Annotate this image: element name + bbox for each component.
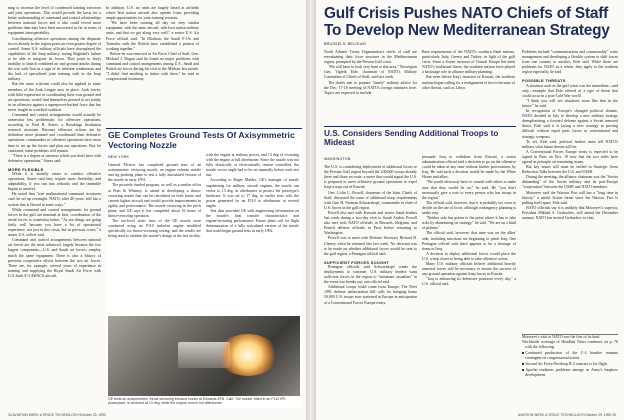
paragraph: "I think you will see situations more like that in the future," he said. — [522, 98, 618, 108]
paragraph: Before he was removed as Air Force Chief of Staff, Gen. Michael J. Dugan said he found no major problems with command and control arrangements among U.S., Saudi and British air forces during his visit to the Mideast last month. "I didn't find anything to tinker with there," he said in congressional testimony. — [106, 51, 199, 82]
paragraph: The sea-level static tests of the GE nozzle were conducted using an F110 turbofan engine modified specifically for thrust-vectoring testing, and the results are being used to validate the nozzle's design at the test facility. — [108, 219, 201, 239]
paragraph: Base requirements of the NATO's southern flank nations, particularly Italy, Greece and Turkey, in light of the gulf crisis. Since a Soviet invasion of Central Europe has been NATO's traditional threat, the southern nations have played a backstage role in alliance military planning. — [422, 50, 515, 75]
paragraph: Problems include "communications and commonality" crisis management and developing a flexible system to shift forces from one country to another, Eide said. While these are problems for NATO as a whole, they apply to the southern region especially, he said. — [522, 50, 618, 75]
ge-box-column-1 — [108, 153, 201, 313]
paragraph: In addition, U.S. air units are largely based at airfields where host nation aircraft also operate from, providing ample opportunities for joint training sessions. — [106, 6, 199, 21]
troops-article-column-2 — [422, 155, 516, 407]
subhead: SUFFICIENT FORCES SOUGHT — [324, 259, 390, 265]
paragraph: ning to increase the level of condensed training exercises and joint operations. This would provide the basis for a better understanding of command and control relationships between national forces and it also could reveal more problems than may have been uncovered so far in terms of equipment interoperability. — [8, 6, 101, 36]
dateline: WASHINGTON — [324, 157, 351, 161]
paragraph: NATO officials say it is unlikely that Moiseyev's superior, President Mikhail S. Gorbachev, will attend the December summit. NATO has invited Gorbachev to visit. — [522, 205, 618, 220]
paragraph: Coordinating offensive operations among the disparate forces already in the region poses an even greater degree of control. Some U.S. military officials have downplayed the capabilities of the Iraqi military, noting Baghdad's failure to be able to integrate its forces. They point to Iraq's inability to launch combined air and ground attacks during the war with Iran as a sign of its inherent weaknesses and the lack of specialized joint training with in the Iraqi military. — [8, 36, 101, 82]
troops-article-title: U.S. Considers Sending Additional Troops to Mideast — [324, 129, 499, 148]
paragraph: During the meeting, the alliance chairman was the "Soviet disbanding" of the Soviet military and its post-Europe "cooperation" between the USSR and NATO members. — [522, 175, 618, 190]
paragraph: A situation such as the gulf crisis was the immediate—and only—example that Eide offered of a type of threat that could occur in a post-Cold War world. — [522, 83, 618, 98]
ge-box-title: GE Completes Ground Tests Of Axisymmetric Vectoring Nozzle — [108, 130, 295, 150]
paragraph: Moiseyev's visit to NATO was the first of its kind. — [522, 335, 601, 339]
paragraph: The official said, however, that time was on the allies' side, including sanctions are beginning to pinch Iraq. One Pentagon official said there appears to be a shortage of items in Iraq. — [422, 231, 516, 251]
paragraph: "We will have to look very hard at that area," Norwegian Gen. Vigleik Eide, chairman of NATO's Military Committee of Chiefs of Staff, said last week. — [324, 65, 417, 80]
paragraph: "Iraq is enhancing its defensive positions every day," a U.S. official said. — [422, 277, 516, 287]
paragraph: Gen. Colin L. Powell, chairman of the Joint Chiefs of Staff, discussed the issue of additional troop requirements with Gen. H. Norman Schwarzkopf, commander in chief of U.S. forces in the gulf region. — [324, 190, 417, 210]
headline-news-box — [522, 334, 618, 406]
troops-article — [324, 126, 516, 406]
paragraph: To set, Eide said, political leaders must tell NATO's military what future threats will be. — [522, 139, 618, 149]
troops-article-column-1 — [324, 155, 417, 407]
headline-news-item — [522, 340, 618, 350]
subhead: POSSIBLE THREATS — [522, 78, 566, 84]
afterburner-flame — [218, 334, 278, 376]
headline-news-item — [522, 368, 618, 378]
paragraph: North Atlantic Treaty Organization's chiefs of staff are reevaluating their force structure in the Mediterranean region, prompted by the Persian Gulf crisis. — [324, 50, 417, 65]
paragraph: According to Roger Mulder, GE's manager of nozzle engineering for military aircraft engines, the nozzle can vector to 13 deg. in afterburner to protect the prototype's hardware. It was set to 17 deg. in earlier tests with the power generated by an F110 to afterburner at several angles. — [206, 178, 299, 208]
dateline: NEW YORK — [108, 155, 130, 159]
paragraph: The privately funded program, as well as a similar effort at Pratt & Whitney, is aimed at developing a thrust-vectoring nozzle that can be retrofitted on both future and current fighter aircraft and would provide improvements in agility and performance. The nozzle vectoring in the pitch plane, and GE says it has completed about 16 hours of thrust-vectoring operation. — [108, 183, 201, 219]
paragraph: Moiseyev said the Warsaw Pact still has a "long time in history," a useful Soviet threat since the Warsaw Pact is pulling itself apart, Eide said. — [522, 190, 618, 205]
paragraph: Powell also met with Kuwaiti and senior Saudi leaders last week during a two-day visit to Saudi Arabia. Powell also met with NATO officials in Brussels, Belgium, and French defense officials in Paris before returning to Washington. — [324, 210, 417, 236]
paragraph: The U.S. is considering deployment of additional forces to the Persian Gulf region beyond the 240,000 troops already there and those en route, a move that would signal the U.S. is prepared to meet offensive ground operations to expel Iraqi troops out of Kuwait. — [324, 165, 417, 190]
right-page — [316, 0, 624, 420]
paragraph: Additional troops could come from Europe. The Fleet 1991 defense authorization bill calls for bringing home 50,000 U.S. troops now stationed in Europe in anticipation of a Conventional Forces Europe treaty. — [324, 285, 417, 305]
paragraph: He noted that "true multinational command structures can't be set up overnight. NATO, after 40 years, still has a system that is flawed in some ways." — [8, 192, 101, 207]
paragraph: persuade Iraq to withdraw from Kuwait, a senior administration official said a decision to go on the offensive could be taken at any time without further provocations by Iraq. He said such a decision would be made by the White House and allies. — [422, 155, 516, 180]
left-column-2 — [106, 6, 199, 128]
right-column-2 — [422, 50, 515, 120]
paragraph: Command and control arrangements between national air forces are the most advanced, largely because the two largest components—U.S. and Saudi air forces—employ much the same equipment. There is also a history of previous cooperative efforts between the two air forces. There are, for example, several years of experience in training and supplying the Royal Saudi Air Force with U.S.-built E-3 AWACS aircraft. — [8, 238, 101, 278]
ge-box-column-2 — [206, 153, 299, 313]
paragraph: Test data provided GE with engineering information on the nozzle's heat transfer characteristics and engine/vectoring performance. Future plans call for flight demonstration of a fully articulated version of the nozzle that could begin ground tests in early 1992. — [206, 209, 299, 234]
left-column-1 — [8, 6, 101, 406]
page-gutter — [306, 0, 316, 420]
paragraph: "We have been training all day on very similar equipment, with the same aircraft, with host nation military units, and that we get along very well," a senior U.S. Air Force official said. "In Dhahran, the Saudi F-15s and Tornados with the British have established a pattern of working together." — [106, 21, 199, 51]
paragraph: But key issues still must be settled in Strategic Arms Reduction Talks between the U.S. and USSR. — [522, 165, 618, 175]
paragraph: "We would obviously have to consult with others to make sure that they would be on," he said. He "you don't necessarily give a vote to every person who has troops in the region." — [422, 180, 516, 200]
engine-photo — [108, 316, 300, 396]
paragraph: But even before Iraq's invasion of Kuwait, the southern nations began calling for a realignment of forces because of other threats, such as Libya. — [422, 75, 515, 90]
photo-caption: GE tests an axisymmetric, thrust-vectoring exhaust nozzle at Edwards AFB, Calif. The nozzle, fitted to an F110 IPE powerplant, is vectored at 13 deg. while the engine runs in full afterburner. — [108, 397, 286, 406]
right-column-1 — [324, 50, 417, 120]
ge-nozzle-box — [106, 128, 302, 408]
paragraph: Many U.S. military officials believe additional heavily armored forces will be necessary to ensure the success of any ground operation against Iraqi forces in Kuwait. — [422, 261, 516, 277]
paragraph: The official said, however, that it is probably too soon to decide on the use of force, although contingency planning is under way. — [422, 200, 516, 216]
paragraph: While command and control arrangements for ground forces in the gulf are minimal at best, coordination of the aerial forces is somewhat better. "At sea things are going fairly well because you have a lot of operational experience, not just in this crisis, but in previous crises," a senior U.S. officer said. — [8, 207, 101, 238]
paragraph: But the same criticism could also be applied to some members of the Arab League now in place. Arab forces, with little experience in coordinating their own ground and air operations, would find themselves pressed to act jointly in an offensive against a superpower-backed force that has never fought as a unified coalition. — [8, 82, 101, 112]
headline-news-text: Worldwide coverage of Headline News continues on p. 76 with the following: — [522, 340, 618, 350]
paragraph: In recognition of Europe's changed political climate, NATO decided in July to develop a new military strategy deemphasizing a forward defense against a Soviet armored thrust, Eide said it is laying a new strategy in proving difficult without equal parts forces in conventional and strategic weapons. — [522, 109, 618, 139]
paragraph: "Neither side has gotten to the point where it has to take risks by abandoning its strategy," he said. "We are on a kind of plateau." — [422, 216, 516, 231]
paragraph: General Electric has completed ground tests of an axisymmetric vectoring nozzle, an engine exhaust nozzle and rig pitching plane to test a fully articulated version of the nozzle in early 1991. — [108, 163, 201, 183]
left-folio: 34 AVIATION WEEK & SPACE TECHNOLOGY/October 29, 1990 — [8, 413, 106, 417]
paragraph: with the engine at military power, and 13 deg of vectoring with the engine at full afterburner. Since the nozzle was not fully drastically or electronically remote controlled, the nozzle vector angle had to be set manually before each test run. — [206, 153, 299, 178]
article-byline: BRUSSELS, BELGIUM — [324, 42, 366, 46]
headline-news-item — [522, 362, 618, 367]
headline-news-text: Second Air Force/Northrop B-2 contract is for flight. — [525, 362, 608, 367]
paragraph: Powell was to meet with Defense Secretary Richard B. Cheney when he returned late last week. No decision was to be made on whether additional forces would be sent to the gulf region, a Pentagon official said. — [324, 236, 417, 256]
subhead: MORE FLEXIBLE — [8, 166, 44, 172]
headline-news-text: Apache readiness problems emerge as Army's longbow development. — [525, 367, 618, 378]
headline-news-list — [522, 340, 618, 378]
article-headline: Gulf Crisis Pushes NATO Chiefs of Staff To Develop New Mediterranean Strategy — [324, 5, 610, 39]
paragraph: "There is a degree of cuteness which you don't have with defensive operations," Stares said. — [8, 153, 101, 163]
right-column-3 — [522, 50, 618, 330]
right-folio: AVIATION WEEK & SPACE TECHNOLOGY/October 29, 1990 25 — [517, 413, 616, 417]
headline-news-text: Continued production of the C-2 bomber remains contingent on congressional action. — [525, 351, 618, 361]
paragraph: Command and control arrangements would actually be somewhat less problematic for offensive operations, according to Paul B. Stares, a Brookings Institution research associate. Because offensive actions are by definition more planned and coordinated than defensive operations, commanders of offensive operations have more time to set up the forces and plan out operations. But, he cautioned, some problems will remain. — [8, 112, 101, 153]
paragraph: A decision to deploy additional forces would place the U.S. a step closer to being able to take offensive action. — [422, 251, 516, 261]
paragraph: While it is initially easier to conduct offensive operations, Stares said they require more flexibility, and adaptability, if you run into setbacks and the timetable begins to unravel. — [8, 172, 101, 192]
headline-news-item — [522, 351, 618, 361]
paragraph: A Conventional Forces Europe treaty is expected to be signed in Paris on Nov. 19 now that the two sides have agreed in principle on remaining issues. — [522, 149, 618, 164]
paragraph: Pentagon officials said Schwarzkopf wants the deployments to continue. U.S. military leaders want sufficient forces in the region to "minimize casualties" in the event war breaks out, one official said. — [324, 264, 417, 285]
left-page — [0, 0, 306, 420]
paragraph: The chiefs met to prepare "timely" military advice for the Dec. 17-18 meeting of NATO's foreign ministers here. Topics are expected to include: — [324, 80, 417, 95]
